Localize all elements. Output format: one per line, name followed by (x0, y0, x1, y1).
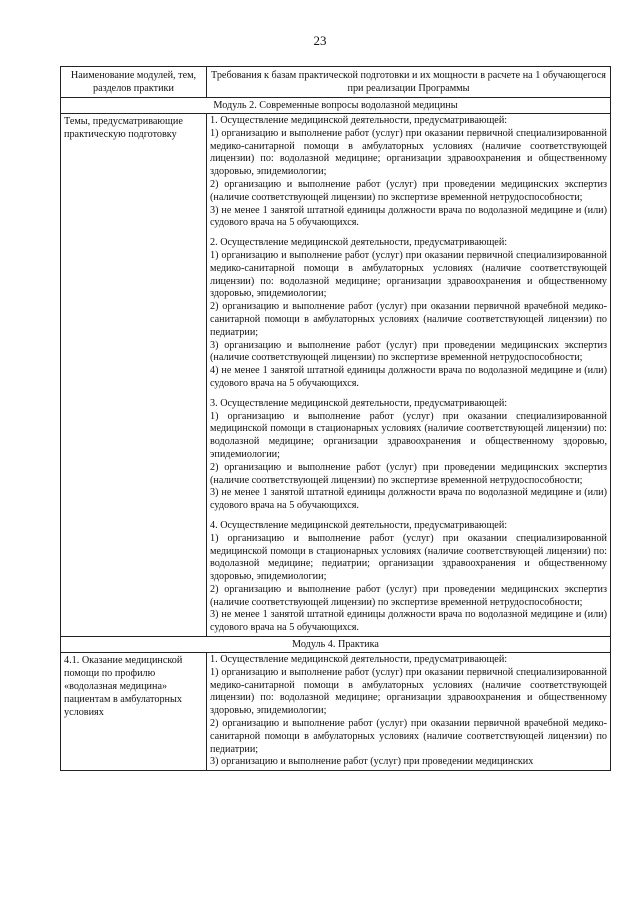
page-number: 23 (313, 33, 327, 48)
header-modules-column: Наименование модулей, тем, разделов практики (61, 67, 207, 98)
header-requirements-column: Требования к базам практической подготовки и их мощности в расчете на 1 обучающегося при реализации Программы (207, 67, 611, 98)
requirement-line: 3) организацию и выполнение работ (услуг) при проведении медицинских (210, 756, 534, 768)
requirement-line: 3) организацию и выполнение работ (услуг) при проведении медицинских экспертиз (наличие соответствующей лицензии) по экспертизе временной нетрудоспособности; (210, 339, 607, 364)
module-2-content-row (61, 114, 611, 637)
module-4-title-row (61, 637, 611, 653)
module-2-title: Модуль 2. Современные вопросы водолазной медицины (61, 98, 611, 114)
requirement-line: 2) организацию и выполнение работ (услуг) при проведении медицинских экспертиз (наличие соответствующей лицензии) по экспертизе временной нетрудоспособности; (210, 583, 607, 608)
requirement-block-2 (210, 237, 607, 391)
requirement-line: 4. Осуществление медицинской деятельности, предусматривающей: (210, 519, 508, 531)
requirement-line: 3) не менее 1 занятой штатной единицы должности врача по водолазной медицине и (или) судового врача на 5 обучающихся. (210, 609, 607, 634)
requirement-line: 1) организацию и выполнение работ (услуг) при оказании специализированной медицинской помощи в стационарных условиях (наличие соответствующей лицензии) по: водолазной медицине; организации здравоохранения и общественному здоровью, эпидемиологии; (210, 410, 607, 460)
requirement-line: 2) организацию и выполнение работ (услуг) при проведении медицинских экспертиз (наличие соответствующей лицензии) по экспертизе временной нетрудоспособности; (210, 461, 607, 486)
module-4-topic: 4.1. Оказание медицинской помощи по профилю «водолазная медицина» пациентам в амбулаторных условиях (61, 653, 207, 771)
requirements-table (60, 66, 611, 771)
module-4-title: Модуль 4. Практика (61, 637, 611, 653)
requirement-block-3 (210, 398, 607, 513)
requirement-line: 1) организацию и выполнение работ (услуг) при оказании первичной специализированной медико-санитарной помощи в амбулаторных условиях (наличие соответствующей лицензии) по: водолазной медицине; организации здравоохранения и общественному здоровью, эпидемиологии; (210, 666, 607, 717)
requirement-line: 4) не менее 1 занятой штатной единицы должности врача по водолазной медицине и (или) судового врача на 5 обучающихся. (210, 365, 607, 389)
requirement-line: 2) организацию и выполнение работ (услуг) при оказании первичной врачебной медико-санитарной помощи в амбулаторных условиях (наличие соответствующей лицензии) по педиатрии; (210, 718, 607, 755)
module-4-requirements (207, 653, 611, 771)
requirement-block-practice (210, 654, 607, 769)
requirement-line: 1) организацию и выполнение работ (услуг) при оказании первичной специализированной медико-санитарной помощи в амбулаторных условиях (наличие соответствующей лицензии) по: водолазной медицине; организации здравоохранения и общественному здоровью, эпидемиологии; (210, 127, 607, 178)
requirement-block-4 (210, 520, 607, 635)
requirement-line: 1. Осуществление медицинской деятельности, предусматривающей: (210, 654, 508, 666)
requirement-line: 2. Осуществление медицинской деятельности, предусматривающей: (210, 237, 508, 249)
module-2-requirements (207, 114, 611, 637)
requirement-block-1 (210, 115, 607, 230)
module-2-title-row (61, 98, 611, 114)
requirement-line: 2) организацию и выполнение работ (услуг) при проведении медицинских экспертиз (наличие соответствующей лицензии) по экспертизе временной нетрудоспособности; (210, 178, 607, 203)
requirement-line: 3) не менее 1 занятой штатной единицы должности врача по водолазной медицине и (или) судового врача на 5 обучающихся. (210, 204, 607, 229)
table-header-row (61, 67, 611, 98)
requirement-line: 3. Осуществление медицинской деятельности, предусматривающей: (210, 397, 508, 409)
requirement-line: 2) организацию и выполнение работ (услуг) при оказании первичной врачебной медико-санитарной помощи в амбулаторных условиях (наличие соответствующей лицензии) по педиатрии; (210, 301, 607, 338)
module-4-content-row (61, 653, 611, 771)
requirement-line: 3) не менее 1 занятой штатной единицы должности врача по водолазной медицине и (или) судового врача на 5 обучающихся. (210, 487, 607, 512)
requirement-line: 1) организацию и выполнение работ (услуг) при оказании первичной специализированной медико-санитарной помощи в амбулаторных условиях (наличие соответствующей лицензии) по: водолазной медицине; организации здравоохранения и общественному здоровью, эпидемиологии; (210, 249, 607, 300)
requirement-line: 1. Осуществление медицинской деятельности, предусматривающей: (210, 115, 508, 126)
module-2-topic: Темы, предусматривающие практическую подготовку (61, 114, 207, 637)
requirement-line: 1) организацию и выполнение работ (услуг) при оказании специализированной медицинской помощи в стационарных условиях (наличие соответствующей лицензии) по: водолазной медицине; педиатрии; организации здравоохранения и общественному здоровью, эпидемиологии; (210, 532, 607, 583)
